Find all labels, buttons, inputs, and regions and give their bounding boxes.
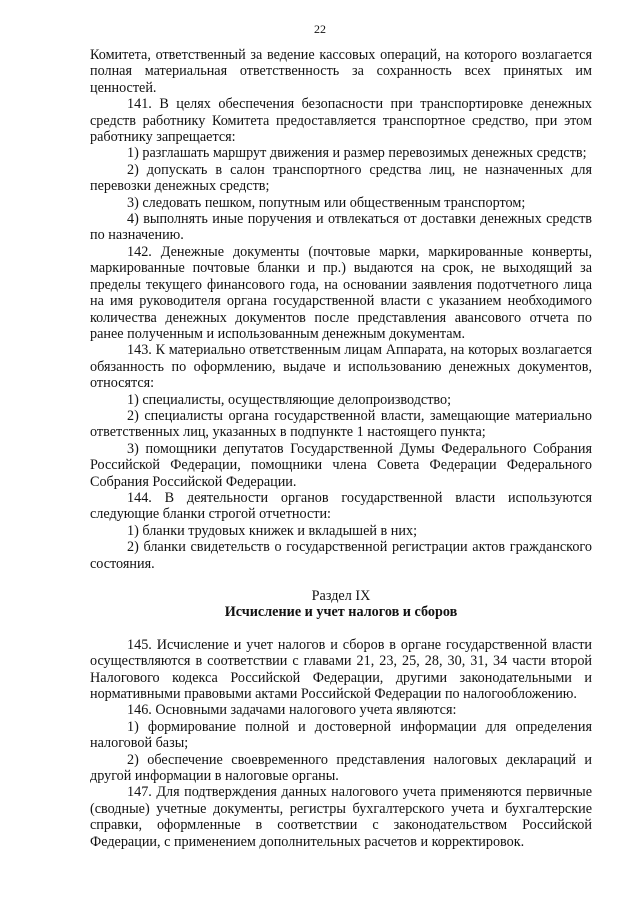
section-title: Исчисление и учет налогов и сборов bbox=[224, 604, 458, 621]
paragraph: 145. Исчисление и учет налогов и сборов в органе государственной власти осуществляются в соответствии с главами 21, 23, 25, 28, 30, 31, 34 части второй Налогового кодекса Российской Федерации, другими законодательными и нормативными правовыми актами Российской Федерации по налогообложению. bbox=[90, 636, 592, 703]
paragraph: 142. Денежные документы (почтовые марки, маркированные конверты, маркированные почтовые бланки и пр.) выдаются на срок, не выходящий за пределы текущего финансового года, на основании заявления подотчетного лица на имя руководителя органа государственной власти с указанием необходимого количества денежных документов после представления авансового отчета по ранее полученным и использованным денежным документам. bbox=[90, 243, 592, 342]
paragraph: 143. К материально ответственным лицам Аппарата, на которых возлагается обязанность по оформлению, выдаче и использованию денежных документов, относятся: bbox=[90, 342, 592, 392]
paragraph: Комитета, ответственный за ведение кассовых операций, на которого возлагается полная материальная ответственность за сохранность всех принятых им ценностей. bbox=[90, 47, 592, 96]
section-spacer bbox=[90, 621, 592, 637]
paragraphs-after-section bbox=[90, 637, 592, 850]
page-number: 22 bbox=[314, 22, 326, 36]
paragraph: 1) формирование полной и достоверной информации для определения налоговой базы; bbox=[90, 718, 592, 752]
section-spacer bbox=[90, 572, 592, 588]
paragraphs-before-section bbox=[90, 47, 592, 572]
section-label: Раздел IX bbox=[311, 588, 371, 604]
paragraph: 2) обеспечение своевременного представления налоговых деклараций и другой информации в налоговые органы. bbox=[90, 751, 592, 785]
paragraph: 147. Для подтверждения данных налогового учета применяются первичные (сводные) учетные документы, регистры бухгалтерского учета и бухгалтерские справки, оформленные в соответствии с законодательством Российской Федерации, с применением дополнительных расчетов и корректировок. bbox=[90, 784, 592, 850]
paragraph: 144. В деятельности органов государственной власти используются следующие бланки строгой отчетности: bbox=[90, 489, 592, 523]
paragraph: 4) выполнять иные поручения и отвлекаться от доставки денежных средств по назначению. bbox=[90, 211, 592, 244]
paragraph: 1) специалисты, осуществляющие делопроизводство; bbox=[127, 391, 452, 408]
paragraph: 146. Основными задачами налогового учета являются: bbox=[127, 702, 457, 719]
paragraph: 2) специалисты органа государственной власти, замещающие материально ответственных лиц, указанных в подпункте 1 настоящего пункта; bbox=[90, 407, 592, 441]
paragraph: 1) бланки трудовых книжек и вкладышей в них; bbox=[127, 522, 418, 539]
paragraph: 3) следовать пешком, попутным или общественным транспортом; bbox=[127, 194, 526, 211]
paragraph: 2) бланки свидетельств о государственной регистрации актов гражданского состояния. bbox=[90, 539, 592, 572]
paragraph: 3) помощники депутатов Государственной Думы Федерального Собрания Российской Федерации, помощники члена Совета Федерации Федерального Собрания Российской Федерации. bbox=[90, 440, 592, 490]
paragraph: 2) допускать в салон транспортного средства лиц, не назначенных для перевозки денежных средств; bbox=[90, 161, 592, 195]
document-body bbox=[90, 47, 592, 850]
paragraph: 141. В целях обеспечения безопасности при транспортировке денежных средств работнику Комитета предоставляется транспортное средство, при этом работнику запрещается: bbox=[90, 96, 592, 146]
paragraph: 1) разглашать маршрут движения и размер перевозимых денежных средств; bbox=[127, 145, 587, 162]
